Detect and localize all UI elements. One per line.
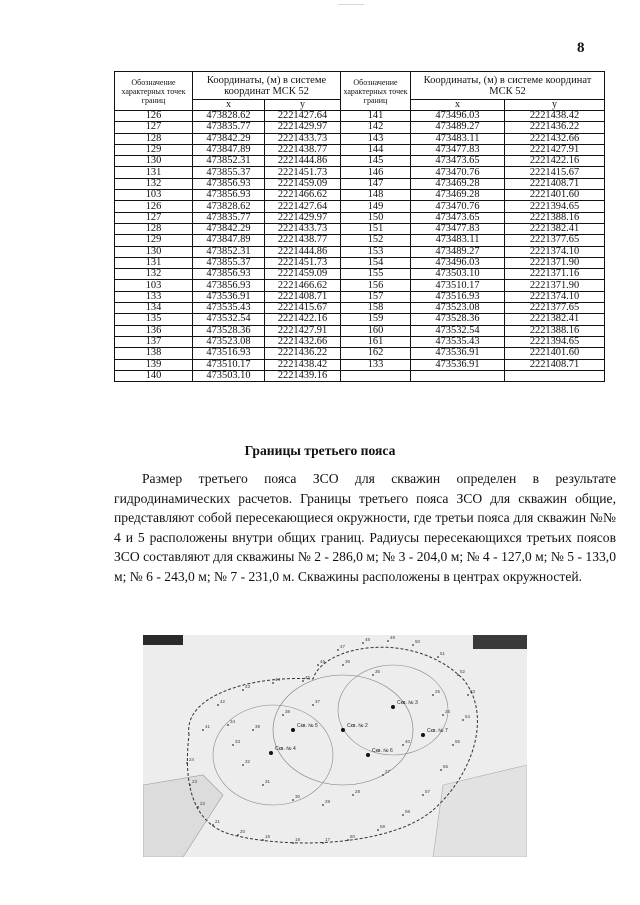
coord-y: 2221438.42 <box>505 111 605 122</box>
boundary-point-marker <box>212 824 214 826</box>
boundary-point-label: 17 <box>325 837 331 842</box>
coord-x: 473856.93 <box>193 280 265 291</box>
coord-x: 473847.89 <box>193 235 265 246</box>
coord-y: 2221438.77 <box>265 235 341 246</box>
boundary-point-marker <box>402 814 404 816</box>
boundary-point-marker <box>317 664 319 666</box>
coord-y: 2221459.09 <box>265 269 341 280</box>
coord-x: 473835.77 <box>193 122 265 133</box>
boundary-point-label: 22 <box>200 801 206 806</box>
coord-y: 2221415.67 <box>265 303 341 314</box>
boundary-point-marker <box>242 689 244 691</box>
boundary-point-label: 51 <box>440 651 446 656</box>
coord-y: 2221408.71 <box>505 178 605 189</box>
point-id: 133 <box>341 359 411 370</box>
header-points-right: Обозначение характерных точек границ <box>341 72 411 111</box>
coord-x: 473856.93 <box>193 190 265 201</box>
boundary-point-marker <box>442 714 444 716</box>
coord-x: 473473.65 <box>411 212 505 223</box>
boundary-point-label: 24 <box>189 757 195 762</box>
point-id: 103 <box>115 280 193 291</box>
boundary-point-label: 30 <box>295 794 301 799</box>
coord-y: 2221433.73 <box>265 223 341 234</box>
coord-y: 2221433.73 <box>265 133 341 144</box>
coord-y: 2221422.16 <box>505 156 605 167</box>
point-id: 151 <box>341 223 411 234</box>
map-dark-corner <box>143 635 183 645</box>
boundary-point-label: 52 <box>460 669 466 674</box>
point-id: 159 <box>341 314 411 325</box>
coord-x: 473469.28 <box>411 190 505 201</box>
table-row <box>115 190 605 201</box>
boundary-point-label: 25 <box>435 689 441 694</box>
boundary-point-marker <box>252 729 254 731</box>
table-row <box>115 359 605 370</box>
table-row <box>115 370 605 381</box>
table-row <box>115 156 605 167</box>
table-row <box>115 133 605 144</box>
boundary-point-marker <box>227 724 229 726</box>
coord-x: 473510.17 <box>411 280 505 291</box>
coord-y: 2221438.77 <box>265 144 341 155</box>
point-id: 127 <box>115 122 193 133</box>
boundary-point-label: 43 <box>245 684 251 689</box>
table-row <box>115 257 605 268</box>
table-row <box>115 348 605 359</box>
boundary-point-marker <box>322 804 324 806</box>
coord-x: 473536.91 <box>411 359 505 370</box>
well-marker <box>366 753 370 757</box>
boundary-point-label: 60 <box>350 834 356 839</box>
coord-y: 2221429.97 <box>265 212 341 223</box>
coord-y: 2221408.71 <box>265 291 341 302</box>
header-x-right: x <box>411 100 505 111</box>
boundary-point-marker <box>292 842 294 844</box>
boundary-point-label: 58 <box>405 809 411 814</box>
boundary-point-marker <box>232 744 234 746</box>
zone-map-drawing <box>143 635 527 857</box>
point-id: 133 <box>115 291 193 302</box>
coordinates-table-body <box>115 111 605 382</box>
well-label: Скв. № 5 <box>297 723 318 729</box>
boundary-point-marker <box>237 834 239 836</box>
table-row <box>115 336 605 347</box>
boundary-point-label: 47 <box>340 644 346 649</box>
point-id: 136 <box>115 325 193 336</box>
coord-y: 2221429.97 <box>265 122 341 133</box>
point-id: 126 <box>115 201 193 212</box>
coord-x: 473535.43 <box>193 303 265 314</box>
table-row <box>115 167 605 178</box>
coord-y: 2221444.86 <box>265 246 341 257</box>
point-id: 131 <box>115 257 193 268</box>
point-id: 148 <box>341 190 411 201</box>
coord-x: 473856.93 <box>193 178 265 189</box>
boundary-point-label: 59 <box>380 824 386 829</box>
boundary-point-label: 21 <box>215 819 221 824</box>
point-id: 132 <box>115 269 193 280</box>
point-id: 157 <box>341 291 411 302</box>
boundary-point-marker <box>202 729 204 731</box>
boundary-point-label: 27 <box>385 769 391 774</box>
coord-x: 473847.89 <box>193 144 265 155</box>
boundary-point-label: 31 <box>265 779 271 784</box>
boundary-point-marker <box>189 784 191 786</box>
point-id: 132 <box>115 178 193 189</box>
point-id: 135 <box>115 314 193 325</box>
coord-x: 473536.91 <box>411 348 505 359</box>
boundary-point-label: 54 <box>465 714 471 719</box>
coord-x: 473477.83 <box>411 144 505 155</box>
point-id: 150 <box>341 212 411 223</box>
table-row <box>115 235 605 246</box>
coord-x <box>411 370 505 381</box>
coord-y: 2221374.10 <box>505 291 605 302</box>
boundary-point-label: 32 <box>245 759 251 764</box>
coord-y: 2221388.16 <box>505 325 605 336</box>
boundary-point-marker <box>462 719 464 721</box>
boundary-point-label: 40 <box>405 739 411 744</box>
scan-artifact <box>338 0 364 5</box>
coord-x: 473855.37 <box>193 167 265 178</box>
boundary-point-label: 28 <box>355 789 361 794</box>
boundary-point-label: 56 <box>443 764 449 769</box>
point-id: 160 <box>341 325 411 336</box>
header-coords-right: Координаты, (м) в системе координат МСК 52 <box>411 72 605 100</box>
coord-x: 473503.10 <box>411 269 505 280</box>
coord-x: 473470.76 <box>411 167 505 178</box>
coord-x: 473532.54 <box>411 325 505 336</box>
coord-y: 2221371.90 <box>505 257 605 268</box>
coord-x: 473835.77 <box>193 212 265 223</box>
point-id: 128 <box>115 133 193 144</box>
coord-x: 473470.76 <box>411 201 505 212</box>
well-marker <box>269 751 273 755</box>
point-id: 103 <box>115 190 193 201</box>
point-id: 146 <box>341 167 411 178</box>
coord-x: 473483.11 <box>411 133 505 144</box>
point-id: 128 <box>115 223 193 234</box>
coord-y: 2221377.65 <box>505 235 605 246</box>
table-row <box>115 246 605 257</box>
point-id: 141 <box>341 111 411 122</box>
coord-x: 473516.93 <box>411 291 505 302</box>
boundary-point-marker <box>302 680 304 682</box>
point-id: 156 <box>341 280 411 291</box>
coord-y: 2221427.64 <box>265 201 341 212</box>
coord-y: 2221436.22 <box>505 122 605 133</box>
coord-y: 2221394.65 <box>505 201 605 212</box>
coord-x: 473483.11 <box>411 235 505 246</box>
table-row <box>115 223 605 234</box>
boundary-point-marker <box>422 794 424 796</box>
coord-x: 473828.62 <box>193 201 265 212</box>
coordinates-table <box>114 71 605 382</box>
point-id: 137 <box>115 336 193 347</box>
point-id: 130 <box>115 246 193 257</box>
boundary-point-label: 49 <box>390 635 396 640</box>
boundary-point-marker <box>337 649 339 651</box>
table-row <box>115 201 605 212</box>
coord-y: 2221427.91 <box>265 325 341 336</box>
well-marker <box>341 728 345 732</box>
well-marker <box>391 705 395 709</box>
boundary-point-label: 23 <box>192 779 198 784</box>
boundary-point-marker <box>402 744 404 746</box>
coord-y: 2221408.71 <box>505 359 605 370</box>
zone-map-image <box>143 635 527 857</box>
section-heading: Границы третьего пояса <box>244 443 396 458</box>
boundary-point-label: 36 <box>345 659 351 664</box>
coord-x: 473496.03 <box>411 257 505 268</box>
table-row <box>115 122 605 133</box>
point-id: 149 <box>341 201 411 212</box>
boundary-point-marker <box>377 829 379 831</box>
coord-y: 2221438.42 <box>265 359 341 370</box>
coord-x: 473856.93 <box>193 269 265 280</box>
point-id: 155 <box>341 269 411 280</box>
coord-y: 2221432.66 <box>265 336 341 347</box>
header-y-left: y <box>265 100 341 111</box>
coord-x: 473469.28 <box>411 178 505 189</box>
coord-x: 473532.54 <box>193 314 265 325</box>
boundary-point-label: 19 <box>265 834 271 839</box>
point-id: 147 <box>341 178 411 189</box>
point-id: 139 <box>115 359 193 370</box>
boundary-point-marker <box>347 839 349 841</box>
boundary-point-marker <box>197 806 199 808</box>
boundary-point-marker <box>452 744 454 746</box>
page-number: 8 <box>577 40 585 56</box>
table-row <box>115 144 605 155</box>
header-x-left: x <box>193 100 265 111</box>
coord-y: 2221371.16 <box>505 269 605 280</box>
coord-x: 473503.10 <box>193 370 265 381</box>
coord-x: 473523.08 <box>193 336 265 347</box>
coord-y: 2221432.66 <box>505 133 605 144</box>
boundary-point-marker <box>262 839 264 841</box>
boundary-point-marker <box>467 694 469 696</box>
coord-y: 2221444.86 <box>265 156 341 167</box>
boundary-point-marker <box>382 774 384 776</box>
map-dark-corner <box>473 635 527 649</box>
coord-x: 473510.17 <box>193 359 265 370</box>
boundary-point-marker <box>437 656 439 658</box>
well-marker <box>291 728 295 732</box>
well-label: Скв. № 3 <box>397 700 418 706</box>
point-id: 130 <box>115 156 193 167</box>
coord-x: 473535.43 <box>411 336 505 347</box>
point-id <box>341 370 411 381</box>
boundary-point-marker <box>312 704 314 706</box>
point-id: 127 <box>115 212 193 223</box>
boundary-point-label: 18 <box>295 837 301 842</box>
boundary-point-label: 50 <box>415 639 421 644</box>
coord-y: 2221388.16 <box>505 212 605 223</box>
boundary-point-label: 26 <box>445 709 451 714</box>
boundary-point-marker <box>342 664 344 666</box>
table-row <box>115 269 605 280</box>
coord-x: 473523.08 <box>411 303 505 314</box>
boundary-point-label: 53 <box>470 689 476 694</box>
coord-x: 473489.27 <box>411 246 505 257</box>
coord-y: 2221401.60 <box>505 190 605 201</box>
point-id: 129 <box>115 144 193 155</box>
coord-x: 473528.36 <box>411 314 505 325</box>
coord-x: 473536.91 <box>193 291 265 302</box>
point-id: 134 <box>115 303 193 314</box>
boundary-point-label: 45 <box>305 675 311 680</box>
coord-y: 2221401.60 <box>505 348 605 359</box>
table-row <box>115 111 605 122</box>
boundary-point-marker <box>186 762 188 764</box>
coord-x: 473842.29 <box>193 223 265 234</box>
paragraph-text: Размер третьего пояса ЗСО для скважин определен в результате гидродинамических расчетов. Границы третьего пояса ЗСО для скважин общие, представляют собой пересекающиеся окружности, где третьи пояса для скважин №№ 4 и 5 расположены внутри общих границ. Радиусы пересекающихся третьих поясов ЗСО составляют для скважины № 2 - 286,0 м; № 3 - 204,0 м; № 4 - 127,0 м; № 5 - 133,0 м; № 6 - 243,0 м; № 7 - 231,0 м. Скважины расположены в центрах окружностей. <box>114 471 616 584</box>
point-id: 129 <box>115 235 193 246</box>
table-row <box>115 280 605 291</box>
point-id: 143 <box>341 133 411 144</box>
boundary-point-label: 29 <box>325 799 331 804</box>
boundary-point-label: 44 <box>275 677 281 682</box>
boundary-point-marker <box>440 769 442 771</box>
well-label: Скв. № 2 <box>347 723 368 729</box>
coord-x: 473828.62 <box>193 111 265 122</box>
point-id: 145 <box>341 156 411 167</box>
boundary-point-marker <box>432 694 434 696</box>
point-id: 161 <box>341 336 411 347</box>
table-row <box>115 325 605 336</box>
coord-y: 2221466.62 <box>265 190 341 201</box>
boundary-point-label: 41 <box>205 724 211 729</box>
coord-y: 2221439.16 <box>265 370 341 381</box>
boundary-point-label: 34 <box>230 719 236 724</box>
boundary-point-label: 42 <box>220 699 226 704</box>
boundary-point-label: 38 <box>285 709 291 714</box>
coord-y: 2221427.91 <box>505 144 605 155</box>
boundary-point-marker <box>352 794 354 796</box>
well-label: Скв. № 6 <box>372 748 393 754</box>
point-id: 126 <box>115 111 193 122</box>
boundary-point-label: 37 <box>315 699 321 704</box>
coord-x: 473489.27 <box>411 122 505 133</box>
coord-y: 2221466.62 <box>265 280 341 291</box>
coord-x: 473528.36 <box>193 325 265 336</box>
coord-y: 2221377.65 <box>505 303 605 314</box>
header-coords-left: Координаты, (м) в системе координат МСК 52 <box>193 72 341 100</box>
well-marker <box>421 733 425 737</box>
point-id: 144 <box>341 144 411 155</box>
coord-x: 473842.29 <box>193 133 265 144</box>
boundary-point-label: 48 <box>365 637 371 642</box>
boundary-point-label: 57 <box>425 789 431 794</box>
coord-y: 2221382.41 <box>505 223 605 234</box>
well-label: Скв. № 7 <box>427 728 448 734</box>
boundary-point-marker <box>387 640 389 642</box>
coord-y: 2221459.09 <box>265 178 341 189</box>
boundary-point-label: 35 <box>375 669 381 674</box>
coord-x: 473477.83 <box>411 223 505 234</box>
point-id: 140 <box>115 370 193 381</box>
boundary-point-label: 46 <box>320 659 326 664</box>
boundary-point-marker <box>217 704 219 706</box>
boundary-point-marker <box>322 842 324 844</box>
coord-y <box>505 370 605 381</box>
well-label: Скв. № 4 <box>275 746 296 752</box>
boundary-point-label: 33 <box>235 739 241 744</box>
coord-x: 473473.65 <box>411 156 505 167</box>
boundary-point-marker <box>412 644 414 646</box>
coord-x: 473852.31 <box>193 156 265 167</box>
boundary-point-label: 20 <box>240 829 246 834</box>
point-id: 131 <box>115 167 193 178</box>
point-id: 158 <box>341 303 411 314</box>
coord-x: 473855.37 <box>193 257 265 268</box>
coord-y: 2221382.41 <box>505 314 605 325</box>
boundary-point-label: 39 <box>255 724 261 729</box>
body-paragraph <box>114 469 616 587</box>
table-row <box>115 178 605 189</box>
point-id: 162 <box>341 348 411 359</box>
coord-y: 2221415.67 <box>505 167 605 178</box>
point-id: 152 <box>341 235 411 246</box>
boundary-point-marker <box>292 799 294 801</box>
boundary-point-marker <box>362 642 364 644</box>
point-id: 142 <box>341 122 411 133</box>
table-row <box>115 291 605 302</box>
boundary-point-label: 55 <box>455 739 461 744</box>
boundary-point-marker <box>457 674 459 676</box>
coord-y: 2221422.16 <box>265 314 341 325</box>
point-id: 154 <box>341 257 411 268</box>
table-row <box>115 314 605 325</box>
coord-y: 2221394.65 <box>505 336 605 347</box>
boundary-point-marker <box>272 682 274 684</box>
coord-x: 473852.31 <box>193 246 265 257</box>
table-row <box>115 303 605 314</box>
coord-y: 2221371.90 <box>505 280 605 291</box>
point-id: 153 <box>341 246 411 257</box>
coord-y: 2221451.73 <box>265 167 341 178</box>
coord-y: 2221436.22 <box>265 348 341 359</box>
boundary-point-marker <box>242 764 244 766</box>
boundary-point-marker <box>262 784 264 786</box>
header-y-right: y <box>505 100 605 111</box>
coord-y: 2221451.73 <box>265 257 341 268</box>
table-row <box>115 212 605 223</box>
coord-y: 2221427.64 <box>265 111 341 122</box>
coord-x: 473516.93 <box>193 348 265 359</box>
boundary-point-marker <box>282 714 284 716</box>
header-points-left: Обозначение характерных точек границ <box>115 72 193 111</box>
boundary-point-marker <box>372 674 374 676</box>
coord-x: 473496.03 <box>411 111 505 122</box>
point-id: 138 <box>115 348 193 359</box>
coord-y: 2221374.10 <box>505 246 605 257</box>
